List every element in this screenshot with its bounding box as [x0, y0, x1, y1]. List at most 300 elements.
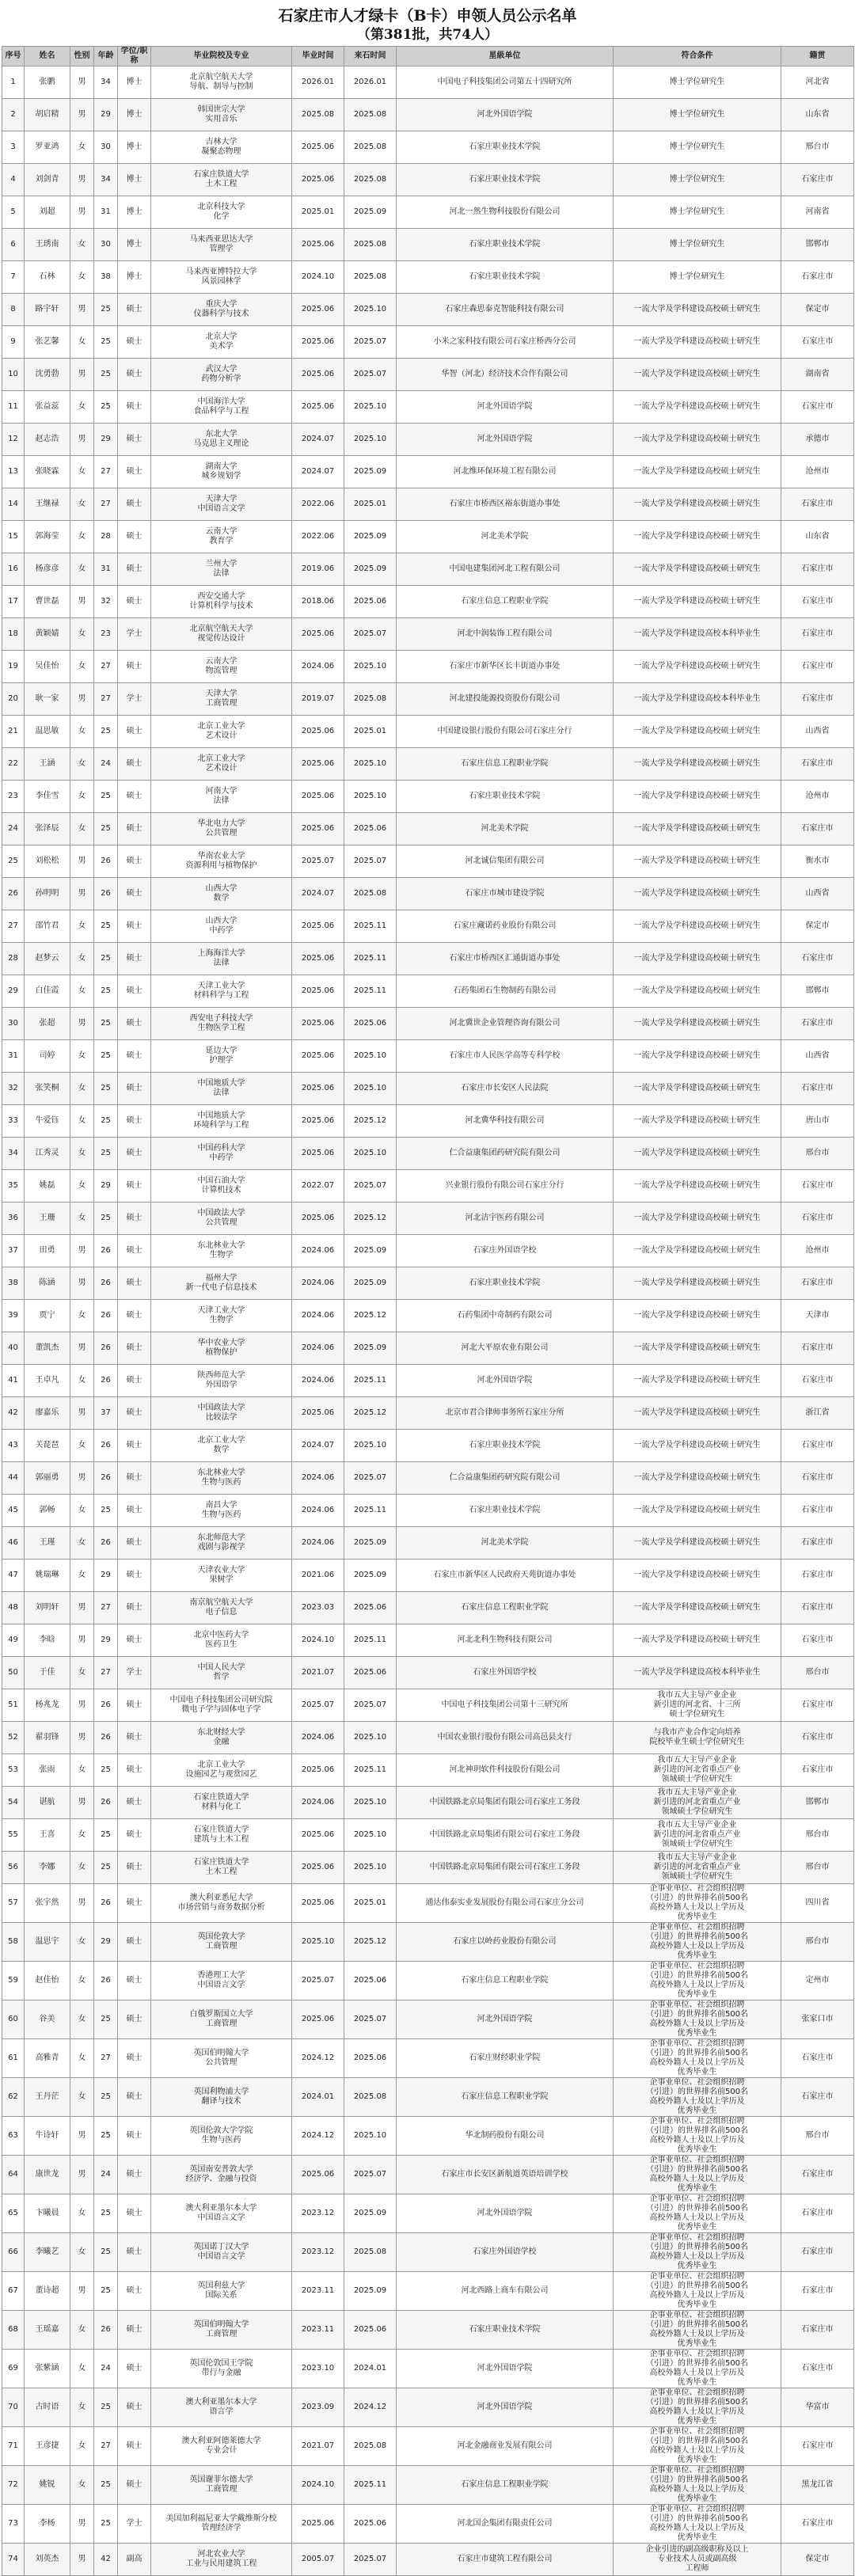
row-number: 26 — [2, 878, 25, 910]
hometown-cell: 邢台市 — [781, 2117, 854, 2156]
qualification-cell: 企事业单位、社会组织招聘 （引进）的世界排名前500名 高校外籍人士及以上学历及 优秀毕业生 — [614, 2505, 781, 2544]
employer-cell: 石药集团石生物制药有限公司 — [397, 975, 614, 1008]
age-cell: 25 — [94, 294, 118, 326]
row-number: 64 — [2, 2156, 25, 2194]
qualification-cell: 一流大学及学科建设高校硕士研究生 — [614, 1397, 781, 1430]
hometown-cell: 石家庄市 — [781, 2194, 854, 2233]
employer-cell: 河北建投能源投资股份有限公司 — [397, 683, 614, 716]
qualification-cell: 博士学位研究生 — [614, 229, 781, 261]
school-major-cell: 河北农业大学 工业与民用建筑工程 — [151, 2544, 292, 2576]
graduation-date-cell: 2023.03 — [292, 1592, 344, 1624]
age-cell: 26 — [94, 1787, 118, 1819]
row-number: 59 — [2, 1962, 25, 2000]
gender-cell: 男 — [70, 878, 94, 910]
table-row — [2, 1105, 854, 1138]
arrival-date-cell: 2025.08 — [344, 99, 397, 131]
row-number: 69 — [2, 2350, 25, 2388]
age-cell: 25 — [94, 2000, 118, 2039]
employer-cell: 中国电建集团河北工程有限公司 — [397, 553, 614, 586]
table-row — [2, 456, 854, 488]
employer-cell: 石家庄外国语学校 — [397, 2233, 614, 2272]
school-major-cell: 石家庄铁道大学 土木工程 — [151, 1852, 292, 1884]
degree-cell: 硕士 — [118, 1235, 151, 1267]
row-number: 27 — [2, 910, 25, 943]
name-cell: 王涵 — [25, 748, 70, 781]
hometown-cell: 石家庄市 — [781, 2156, 854, 2194]
table-row — [2, 359, 854, 391]
table-row — [2, 2505, 854, 2544]
arrival-date-cell: 2025.09 — [344, 1527, 397, 1560]
qualification-cell: 一流大学及学科建设高校硕士研究生 — [614, 943, 781, 975]
age-cell: 25 — [94, 1040, 118, 1073]
qualification-cell: 企事业单位、社会组织招聘 （引进）的世界排名前500名 高校外籍人士及以上学历及 优秀毕业生 — [614, 2272, 781, 2311]
degree-cell: 副高 — [118, 2544, 151, 2576]
arrival-date-cell: 2025.09 — [344, 2194, 397, 2233]
hometown-cell: 石家庄市 — [781, 1073, 854, 1105]
degree-cell: 硕士 — [118, 813, 151, 845]
gender-cell: 男 — [70, 2505, 94, 2544]
qualification-cell: 一流大学及学科建设高校硕士研究生 — [614, 1560, 781, 1592]
age-cell: 25 — [94, 1138, 118, 1170]
school-major-cell: 云南大学 物流管理 — [151, 651, 292, 683]
degree-cell: 硕士 — [118, 943, 151, 975]
header-row — [2, 47, 854, 66]
hometown-cell: 山西省 — [781, 878, 854, 910]
arrival-date-cell: 2025.06 — [344, 1008, 397, 1040]
qualification-cell: 一流大学及学科建设高校本科毕业生 — [614, 1657, 781, 1689]
gender-cell: 男 — [70, 359, 94, 391]
hometown-cell: 石家庄市 — [781, 2233, 854, 2272]
gender-cell: 男 — [70, 196, 94, 229]
employer-cell: 石家庄信息工程职业学院 — [397, 2466, 614, 2505]
age-cell: 25 — [94, 1495, 118, 1527]
age-cell: 26 — [94, 1300, 118, 1332]
gender-cell: 男 — [70, 294, 94, 326]
degree-cell: 硕士 — [118, 2233, 151, 2272]
arrival-date-cell: 2025.09 — [344, 1267, 397, 1300]
school-major-cell: 南京航空航天大学 电子信息 — [151, 1592, 292, 1624]
degree-cell: 硕士 — [118, 975, 151, 1008]
qualification-cell: 一流大学及学科建设高校硕士研究生 — [614, 488, 781, 521]
table-row — [2, 2427, 854, 2466]
age-cell: 27 — [94, 2427, 118, 2466]
employer-cell: 石家庄职业技术学院 — [397, 1267, 614, 1300]
row-number: 19 — [2, 651, 25, 683]
hometown-cell: 四川省 — [781, 1884, 854, 1923]
age-cell: 25 — [94, 1073, 118, 1105]
gender-cell: 男 — [70, 66, 94, 99]
school-major-cell: 石家庄铁道大学 建筑与土木工程 — [151, 1819, 292, 1852]
school-major-cell: 东北林业大学 生物与医药 — [151, 1462, 292, 1495]
qualification-cell: 一流大学及学科建设高校硕士研究生 — [614, 1235, 781, 1267]
name-cell: 赵梦云 — [25, 943, 70, 975]
arrival-date-cell: 2025.11 — [344, 975, 397, 1008]
gender-cell: 男 — [70, 1462, 94, 1495]
table-row — [2, 2544, 854, 2576]
degree-cell: 硕士 — [118, 2078, 151, 2117]
column-header: 性别 — [70, 47, 94, 66]
age-cell: 26 — [94, 845, 118, 878]
graduation-date-cell: 2024.07 — [292, 424, 344, 456]
degree-cell: 硕士 — [118, 2039, 151, 2078]
school-major-cell: 福州大学 新一代电子信息技术 — [151, 1267, 292, 1300]
degree-cell: 硕士 — [118, 359, 151, 391]
qualification-cell: 博士学位研究生 — [614, 261, 781, 294]
table-row — [2, 521, 854, 553]
arrival-date-cell: 2025.12 — [344, 1923, 397, 1962]
degree-cell: 硕士 — [118, 1624, 151, 1657]
gender-cell: 男 — [70, 1397, 94, 1430]
gender-cell: 女 — [70, 813, 94, 845]
employer-cell: 河北外国语学院 — [397, 2000, 614, 2039]
graduation-date-cell: 2024.06 — [292, 1787, 344, 1819]
gender-cell: 男 — [70, 1884, 94, 1923]
row-number: 35 — [2, 1170, 25, 1203]
name-cell: 杨兆龙 — [25, 1689, 70, 1722]
employer-cell: 中国电子科技集团公司第十三研究所 — [397, 1689, 614, 1722]
table-row — [2, 1754, 854, 1787]
school-major-cell: 天津工业大学 生物学 — [151, 1300, 292, 1332]
qualification-cell: 一流大学及学科建设高校硕士研究生 — [614, 1008, 781, 1040]
name-cell: 牛爱钰 — [25, 1105, 70, 1138]
degree-cell: 硕士 — [118, 1689, 151, 1722]
name-cell: 董诗超 — [25, 2272, 70, 2311]
graduation-date-cell: 2024.10 — [292, 261, 344, 294]
employer-cell: 石家庄职业技术学院 — [397, 131, 614, 164]
qualification-cell: 一流大学及学科建设高校硕士研究生 — [614, 1332, 781, 1365]
row-number: 50 — [2, 1657, 25, 1689]
qualification-cell: 企事业单位、社会组织招聘 （引进）的世界排名前500名 高校外籍人士及以上学历及 优秀毕业生 — [614, 2078, 781, 2117]
employer-cell: 石家庄信息工程职业学院 — [397, 748, 614, 781]
arrival-date-cell: 2025.11 — [344, 1495, 397, 1527]
employer-cell: 仁合益康集团药研究院有限公司 — [397, 1462, 614, 1495]
table-row — [2, 553, 854, 586]
arrival-date-cell: 2025.09 — [344, 2272, 397, 2311]
employer-cell: 河北美术学院 — [397, 813, 614, 845]
hometown-cell: 邢台市 — [781, 1923, 854, 1962]
name-cell: 刘松松 — [25, 845, 70, 878]
arrival-date-cell: 2025.07 — [344, 326, 397, 359]
employer-cell: 中国建设银行股份有限公司石家庄分行 — [397, 716, 614, 748]
row-number: 49 — [2, 1624, 25, 1657]
graduation-date-cell: 2021.07 — [292, 1657, 344, 1689]
hometown-cell: 邢台市 — [781, 131, 854, 164]
hometown-cell: 华富市 — [781, 2388, 854, 2427]
arrival-date-cell: 2025.06 — [344, 1657, 397, 1689]
age-cell: 24 — [94, 748, 118, 781]
row-number: 66 — [2, 2233, 25, 2272]
graduation-date-cell: 2025.06 — [292, 2505, 344, 2544]
gender-cell: 女 — [70, 2466, 94, 2505]
hometown-cell: 石家庄市 — [781, 618, 854, 651]
qualification-cell: 一流大学及学科建设高校硕士研究生 — [614, 1170, 781, 1203]
row-number: 15 — [2, 521, 25, 553]
employer-cell: 石家庄职业技术学院 — [397, 229, 614, 261]
qualification-cell: 企事业单位、社会组织招聘 （引进）的世界排名前500名 高校外籍人士及以上学历及 优秀毕业生 — [614, 1962, 781, 2000]
degree-cell: 硕士 — [118, 2272, 151, 2311]
school-major-cell: 中国人民大学 哲学 — [151, 1657, 292, 1689]
name-cell: 曹世磊 — [25, 586, 70, 618]
name-cell: 廖嘉乐 — [25, 1397, 70, 1430]
employer-cell: 石家庄市长安区新航道英语培训学校 — [397, 2156, 614, 2194]
graduation-date-cell: 2023.10 — [292, 2350, 344, 2388]
degree-cell: 硕士 — [118, 2000, 151, 2039]
name-cell: 张泽辰 — [25, 813, 70, 845]
age-cell: 26 — [94, 1962, 118, 2000]
gender-cell: 女 — [70, 261, 94, 294]
qualification-cell: 一流大学及学科建设高校硕士研究生 — [614, 1138, 781, 1170]
arrival-date-cell: 2025.06 — [344, 1592, 397, 1624]
hometown-cell: 石家庄市 — [781, 488, 854, 521]
school-major-cell: 中国地质大学 法律 — [151, 1073, 292, 1105]
gender-cell: 男 — [70, 1624, 94, 1657]
name-cell: 李杨 — [25, 2505, 70, 2544]
employer-cell: 中国铁路北京局集团有限公司石家庄工务段 — [397, 1787, 614, 1819]
name-cell: 王喜 — [25, 1819, 70, 1852]
age-cell: 27 — [94, 1657, 118, 1689]
column-header: 籍贯 — [781, 47, 854, 66]
age-cell: 29 — [94, 424, 118, 456]
name-cell: 于佳 — [25, 1657, 70, 1689]
hometown-cell: 沧州市 — [781, 456, 854, 488]
age-cell: 25 — [94, 391, 118, 424]
hometown-cell: 石家庄市 — [781, 1203, 854, 1235]
school-major-cell: 英国伦敦大学学院 生物与医药 — [151, 2117, 292, 2156]
arrival-date-cell: 2025.10 — [344, 651, 397, 683]
table-row — [2, 1008, 854, 1040]
name-cell: 石林 — [25, 261, 70, 294]
school-major-cell: 英国伯明翰大学 公共管理 — [151, 2039, 292, 2078]
name-cell: 张艺馨 — [25, 326, 70, 359]
employer-cell: 小米之家科技有限公司石家庄桥西分公司 — [397, 326, 614, 359]
gender-cell: 女 — [70, 716, 94, 748]
arrival-date-cell: 2025.08 — [344, 164, 397, 196]
arrival-date-cell: 2025.11 — [344, 1754, 397, 1787]
age-cell: 26 — [94, 1527, 118, 1560]
name-cell: 耿一家 — [25, 683, 70, 716]
graduation-date-cell: 2025.10 — [292, 1923, 344, 1962]
row-number: 31 — [2, 1040, 25, 1073]
school-major-cell: 天津工业大学 材料科学与工程 — [151, 975, 292, 1008]
employer-cell: 仁合益康集团药研究院有限公司 — [397, 1138, 614, 1170]
degree-cell: 硕士 — [118, 1923, 151, 1962]
gender-cell: 女 — [70, 553, 94, 586]
age-cell: 25 — [94, 1819, 118, 1852]
school-major-cell: 北京航空航天大学 视觉传达设计 — [151, 618, 292, 651]
graduation-date-cell: 2019.07 — [292, 683, 344, 716]
graduation-date-cell: 2024.07 — [292, 1430, 344, 1462]
arrival-date-cell: 2025.10 — [344, 391, 397, 424]
graduation-date-cell: 2025.06 — [292, 1073, 344, 1105]
row-number: 48 — [2, 1592, 25, 1624]
hometown-cell: 浙江省 — [781, 1397, 854, 1430]
age-cell: 34 — [94, 164, 118, 196]
table-row — [2, 391, 854, 424]
graduation-date-cell: 2025.07 — [292, 1962, 344, 2000]
school-major-cell: 南昌大学 生物与医药 — [151, 1495, 292, 1527]
gender-cell: 女 — [70, 2078, 94, 2117]
graduation-date-cell: 2024.10 — [292, 1624, 344, 1657]
arrival-date-cell: 2025.08 — [344, 2427, 397, 2466]
qualification-cell: 一流大学及学科建设高校硕士研究生 — [614, 813, 781, 845]
school-major-cell: 北京工业大学 艺术设计 — [151, 716, 292, 748]
employer-cell: 石家庄信息工程职业学院 — [397, 2078, 614, 2117]
arrival-date-cell: 2025.07 — [344, 618, 397, 651]
table-row — [2, 2350, 854, 2388]
row-number: 39 — [2, 1300, 25, 1332]
name-cell: 路宇轩 — [25, 294, 70, 326]
gender-cell: 女 — [70, 521, 94, 553]
degree-cell: 学士 — [118, 618, 151, 651]
gender-cell: 男 — [70, 1267, 94, 1300]
name-cell: 古时语 — [25, 2388, 70, 2427]
table-row — [2, 1722, 854, 1754]
hometown-cell: 黑龙江省 — [781, 2466, 854, 2505]
school-major-cell: 华南农业大学 资源利用与植物保护 — [151, 845, 292, 878]
arrival-date-cell: 2025.10 — [344, 781, 397, 813]
degree-cell: 硕士 — [118, 586, 151, 618]
hometown-cell: 山东省 — [781, 521, 854, 553]
row-number: 45 — [2, 1495, 25, 1527]
qualification-cell: 一流大学及学科建设高校硕士研究生 — [614, 391, 781, 424]
name-cell: 王琇南 — [25, 229, 70, 261]
gender-cell: 男 — [70, 1235, 94, 1267]
school-major-cell: 中国电子科技集团公司研究院 微电子学与固体电子学 — [151, 1689, 292, 1722]
table-row — [2, 2000, 854, 2039]
age-cell: 38 — [94, 261, 118, 294]
degree-cell: 硕士 — [118, 878, 151, 910]
employer-cell: 河北诚信集团有限公司 — [397, 845, 614, 878]
qualification-cell: 我市五大主导产业企业 新引进的河北省重点产业 领域硕士学位研究生 — [614, 1754, 781, 1787]
gender-cell: 男 — [70, 2117, 94, 2156]
hometown-cell: 山西省 — [781, 1040, 854, 1073]
age-cell: 26 — [94, 1430, 118, 1462]
graduation-date-cell: 2025.06 — [292, 781, 344, 813]
name-cell: 李晗 — [25, 1624, 70, 1657]
qualification-cell: 企事业单位、社会组织招聘 （引进）的世界排名前500名 高校外籍人士及以上学历及 优秀毕业生 — [614, 2388, 781, 2427]
gender-cell: 女 — [70, 781, 94, 813]
gender-cell: 女 — [70, 1105, 94, 1138]
hometown-cell: 沧州市 — [781, 1235, 854, 1267]
table-row — [2, 1235, 854, 1267]
row-number: 8 — [2, 294, 25, 326]
qualification-cell: 一流大学及学科建设高校硕士研究生 — [614, 424, 781, 456]
age-cell: 25 — [94, 326, 118, 359]
row-number: 61 — [2, 2039, 25, 2078]
degree-cell: 硕士 — [118, 1787, 151, 1819]
qualification-cell: 一流大学及学科建设高校硕士研究生 — [614, 1267, 781, 1300]
name-cell: 王继禄 — [25, 488, 70, 521]
name-cell: 田勇 — [25, 1235, 70, 1267]
employer-cell: 石家庄财经职业学院 — [397, 2039, 614, 2078]
age-cell: 25 — [94, 2272, 118, 2311]
school-major-cell: 北京科技大学 化学 — [151, 196, 292, 229]
degree-cell: 学士 — [118, 1657, 151, 1689]
arrival-date-cell: 2025.10 — [344, 1819, 397, 1852]
employer-cell: 石家庄信息工程职业学院 — [397, 586, 614, 618]
name-cell: 赵佳怡 — [25, 1962, 70, 2000]
degree-cell: 硕士 — [118, 1884, 151, 1923]
hometown-cell: 石家庄市 — [781, 1430, 854, 1462]
employer-cell: 河北冀世企业管理咨询有限公司 — [397, 1008, 614, 1040]
age-cell: 25 — [94, 1203, 118, 1235]
graduation-date-cell: 2025.07 — [292, 1689, 344, 1722]
name-cell: 张宇然 — [25, 1884, 70, 1923]
graduation-date-cell: 2023.11 — [292, 2311, 344, 2350]
degree-cell: 硕士 — [118, 845, 151, 878]
name-cell: 王珊 — [25, 1203, 70, 1235]
arrival-date-cell: 2024.01 — [344, 2350, 397, 2388]
age-cell: 25 — [94, 910, 118, 943]
degree-cell: 硕士 — [118, 2466, 151, 2505]
age-cell: 34 — [94, 66, 118, 99]
qualification-cell: 一流大学及学科建设高校硕士研究生 — [614, 781, 781, 813]
graduation-date-cell: 2024.06 — [292, 1365, 344, 1397]
table-body — [2, 66, 854, 2576]
hometown-cell: 石家庄市 — [781, 1365, 854, 1397]
name-cell: 邵竹君 — [25, 910, 70, 943]
gender-cell: 男 — [70, 1592, 94, 1624]
table-row — [2, 2156, 854, 2194]
hometown-cell: 石家庄市 — [781, 586, 854, 618]
name-cell: 高雅青 — [25, 2039, 70, 2078]
row-number: 6 — [2, 229, 25, 261]
degree-cell: 硕士 — [118, 1754, 151, 1787]
row-number: 36 — [2, 1203, 25, 1235]
school-major-cell: 河南大学 法律 — [151, 781, 292, 813]
table-row — [2, 1657, 854, 1689]
row-number: 42 — [2, 1397, 25, 1430]
school-major-cell: 山西大学 数学 — [151, 878, 292, 910]
row-number: 53 — [2, 1754, 25, 1787]
employer-cell: 石家庄职业技术学院 — [397, 2311, 614, 2350]
degree-cell: 硕士 — [118, 424, 151, 456]
arrival-date-cell: 2025.12 — [344, 1397, 397, 1430]
name-cell: 王卓凡 — [25, 1365, 70, 1397]
age-cell: 25 — [94, 2233, 118, 2272]
school-major-cell: 北京工业大学 艺术设计 — [151, 748, 292, 781]
employer-cell: 河北外国语学院 — [397, 1365, 614, 1397]
qualification-cell: 一流大学及学科建设高校硕士研究生 — [614, 1105, 781, 1138]
hometown-cell: 石家庄市 — [781, 2350, 854, 2388]
gender-cell: 女 — [70, 1300, 94, 1332]
arrival-date-cell: 2025.12 — [344, 1105, 397, 1138]
age-cell: 25 — [94, 1008, 118, 1040]
name-cell: 王彦捷 — [25, 2427, 70, 2466]
degree-cell: 硕士 — [118, 1592, 151, 1624]
school-major-cell: 西安电子科技大学 生物医学工程 — [151, 1008, 292, 1040]
name-cell: 吴佳怡 — [25, 651, 70, 683]
employer-cell: 河北外国语学院 — [397, 2350, 614, 2388]
arrival-date-cell: 2025.01 — [344, 716, 397, 748]
age-cell: 26 — [94, 1884, 118, 1923]
table-row — [2, 845, 854, 878]
table-row — [2, 1923, 854, 1962]
table-row — [2, 683, 854, 716]
hometown-cell: 石家庄市 — [781, 1462, 854, 1495]
graduation-date-cell: 2026.01 — [292, 66, 344, 99]
school-major-cell: 中国地质大学 环境科学与工程 — [151, 1105, 292, 1138]
row-number: 63 — [2, 2117, 25, 2156]
name-cell: 李娜 — [25, 1852, 70, 1884]
table-row — [2, 1884, 854, 1923]
name-cell: 陈涵 — [25, 1267, 70, 1300]
school-major-cell: 重庆大学 仪器科学与技术 — [151, 294, 292, 326]
qualification-cell: 一流大学及学科建设高校硕士研究生 — [614, 1592, 781, 1624]
qualification-cell: 一流大学及学科建设高校硕士研究生 — [614, 1203, 781, 1235]
row-number: 9 — [2, 326, 25, 359]
graduation-date-cell: 2025.06 — [292, 618, 344, 651]
